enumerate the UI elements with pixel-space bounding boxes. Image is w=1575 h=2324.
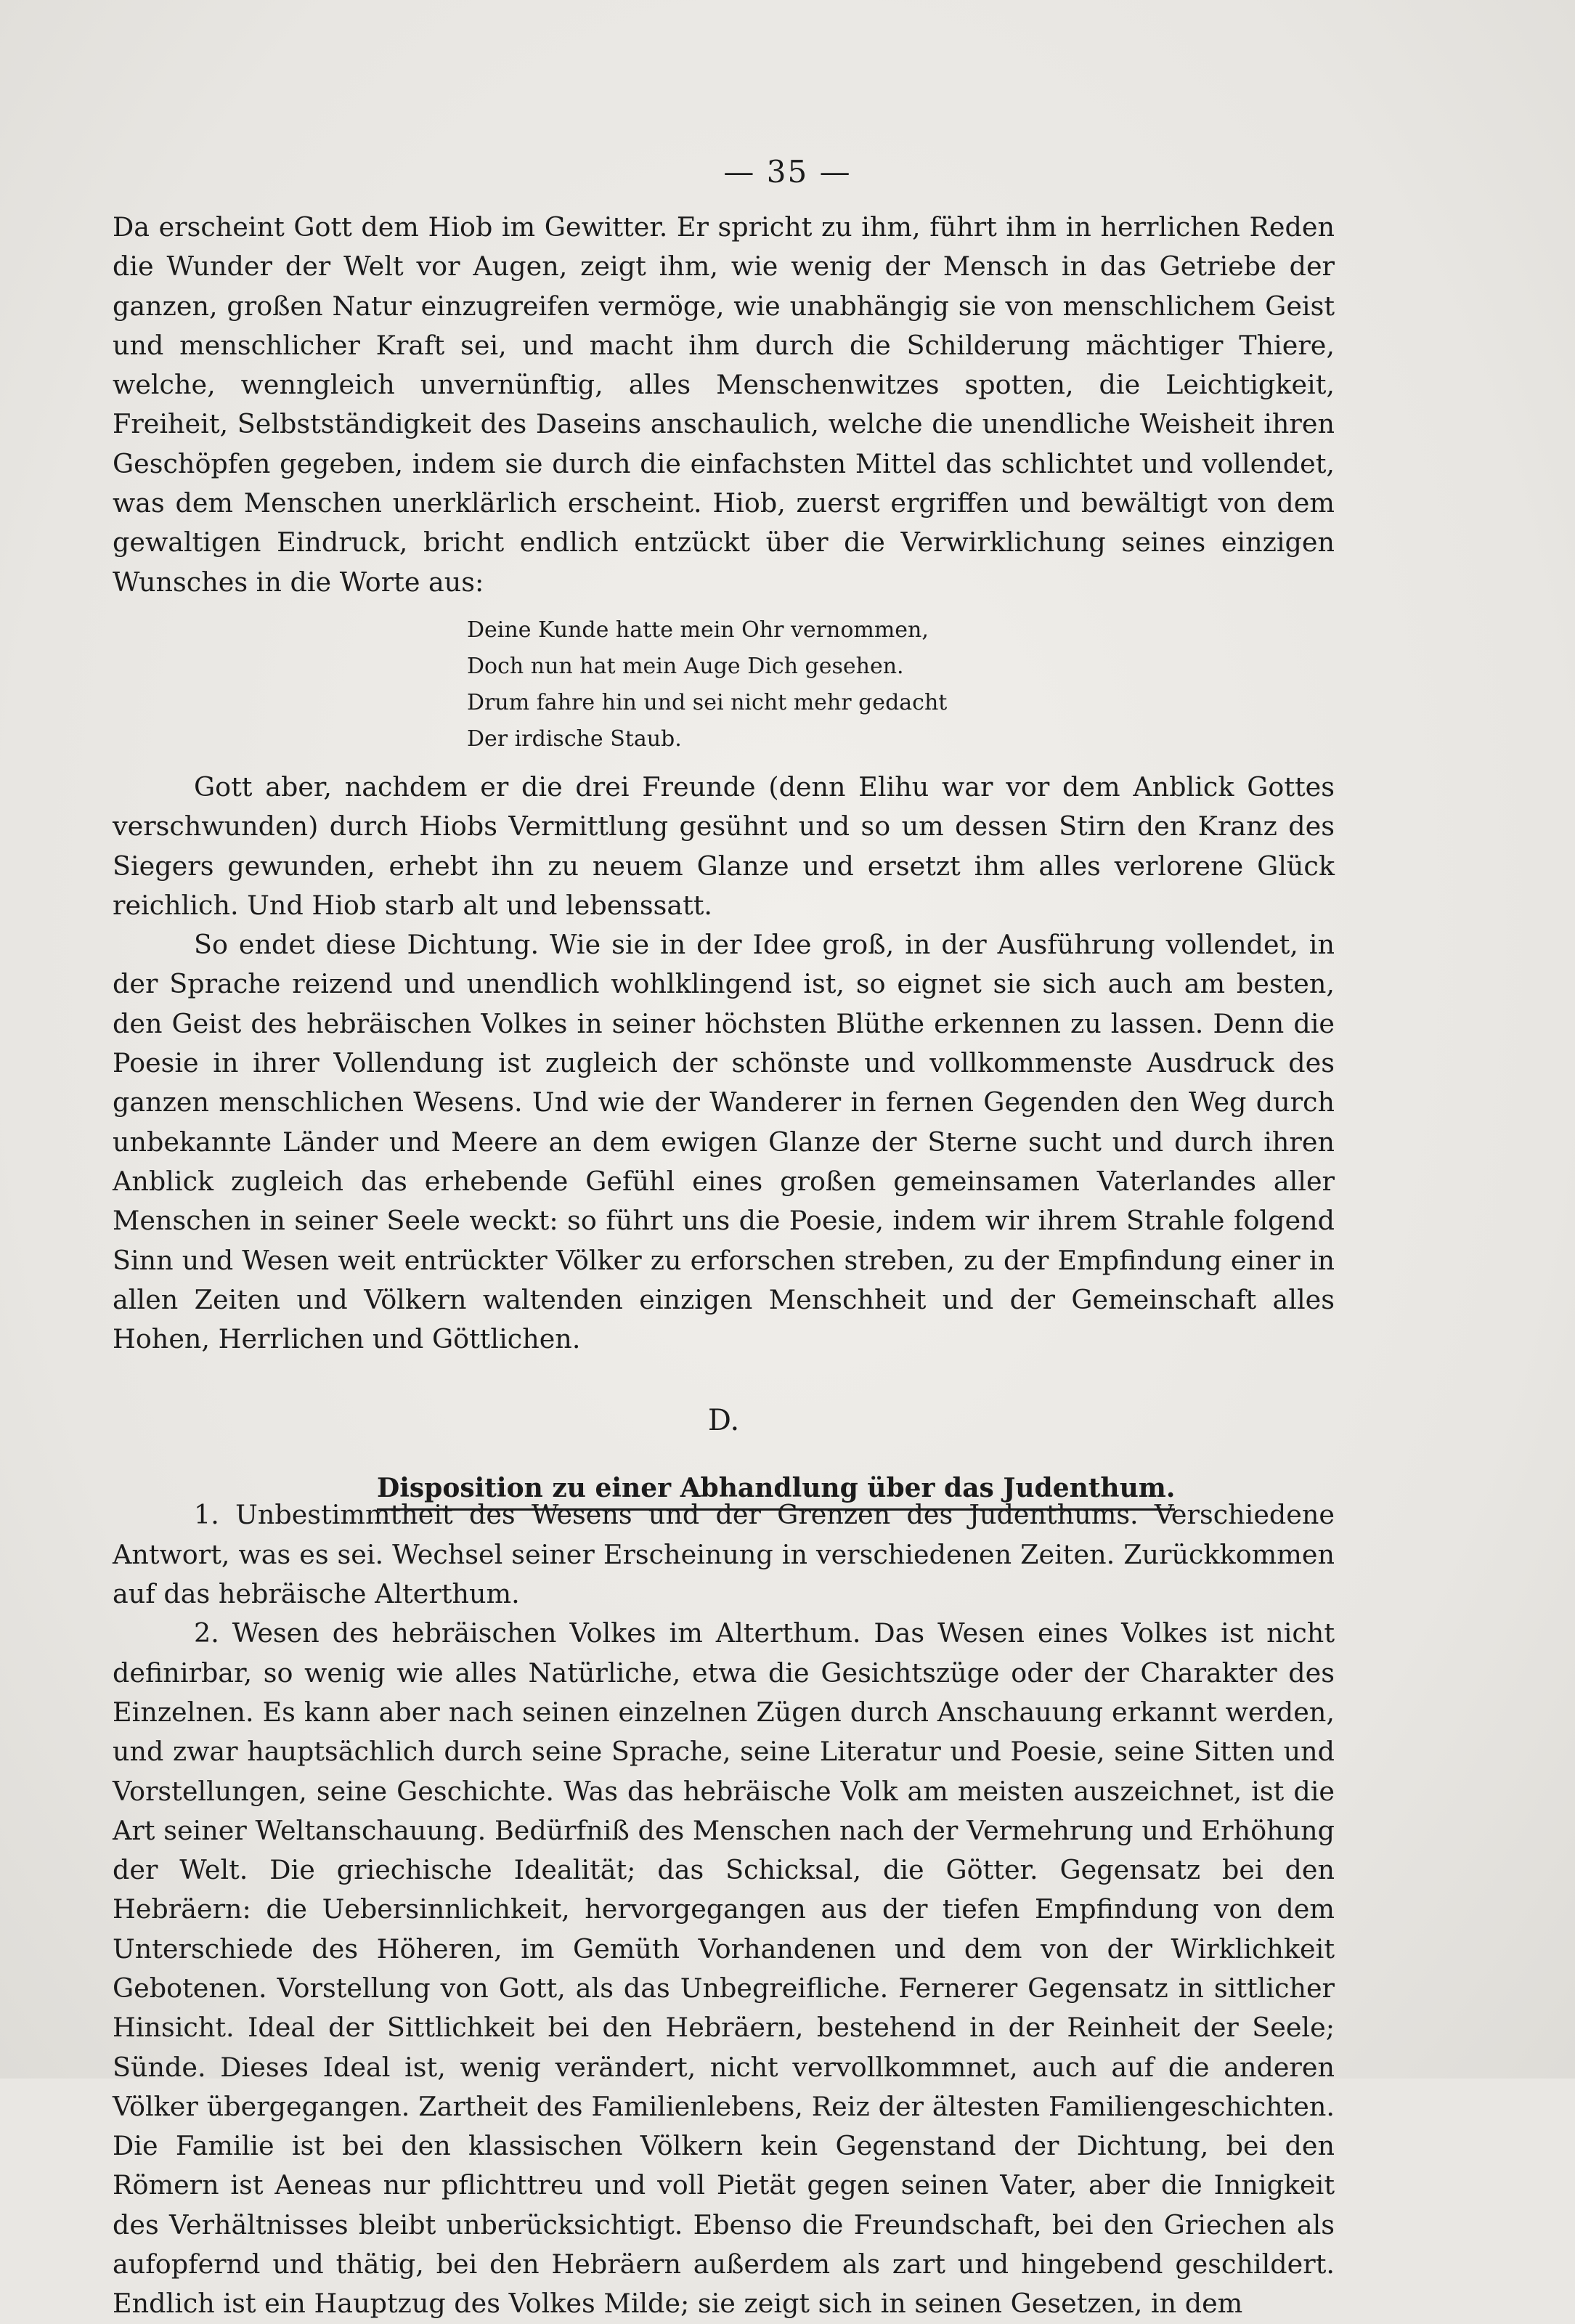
section-letter: D. (707, 1404, 740, 1438)
paragraph-point-1: 1. Unbestimmtheit des Wesens und der Grenzen des Judenthums. Verschiedene Antwort, was es sei. Wechsel seiner Erscheinung in verschiedenen Zeiten. Zurückkommen auf das hebräische Alterthum. (113, 1499, 1335, 1610)
verse-line: Deine Kunde hatte mein Ohr vernommen, (467, 617, 929, 643)
paragraph-point-2: 2. Wesen des hebräischen Volkes im Alterthum. Das Wesen eines Volkes ist nicht definirbar, so wenig wie alles Natürliche, etwa die Gesichtszüge oder der Charakter des Einzelnen. Es kann aber nach seinen einzelnen Zügen durch Anschauung erkannt werden, und zwar hauptsächlich durch seine Sprache, seine Literatur und Poesie, seine Sitten und Vorstellungen, seine Geschichte. Was das hebräische Volk am meisten auszeichnet, ist die Art seiner Weltanschauung. Bedürfniß des Menschen nach der Vermehrung und Erhöhung der Welt. Die griechische Idealität; das Schicksal, die Götter. Gegensatz bei den Hebräern: die Uebersinnlichkeit, hervorgegangen aus der tiefen Empfindung von dem Unterschiede des Höheren, im Gemüth Vorhandenen und dem von der Wirklichkeit Gebotenen. Vorstellung von Gott, als das Unbegreifliche. Fernerer Gegensatz in sittlicher Hinsicht. Ideal der Sittlichkeit bei den Hebräern, bestehend in der Reinheit der Seele; Sünde. Dieses Ideal ist, wenig verändert, nicht vervollkommnet, auch auf die anderen Völker übergegangen. Zartheit des Familienlebens, Reiz der ältesten Familiengeschichten. Die Familie ist bei den klassischen Völkern kein Gegenstand der Dichtung, bei den Römern ist Aeneas nur pflichttreu und voll Pietät gegen seinen Vater, aber die Innigkeit des Verhältnisses bleibt unberücksichtigt. Ebenso die Freundschaft, bei den Griechen als aufopfernd und thätig, bei den Hebräern außerdem als zart und hingebend geschildert. Endlich ist ein Hauptzug des Volkes Milde; sie zeigt sich in seinen Gesetzen, in dem (113, 1617, 1335, 2320)
verse-line: Drum fahre hin und sei nicht mehr gedacht (467, 689, 948, 715)
verse-line: Doch nun hat mein Auge Dich gesehen. (467, 653, 904, 679)
verse-line: Der irdische Staub. (467, 726, 682, 752)
page-content (113, 208, 1335, 2324)
paragraph-gott-aber: Gott aber, nachdem er die drei Freunde (denn Elihu war vor dem Anblick Gottes verschwunden) durch Hiobs Vermittlung gesühnt und so um dessen Stirn den Kranz des Siegers gewunden, erhebt ihn zu neuem Glanze und ersetzt ihm alles verlorene Glück reichlich. Und Hiob starb alt und lebenssatt. (113, 771, 1335, 921)
section-title-wrap (113, 1440, 1335, 1504)
page-number: — 35 — (723, 154, 852, 190)
paragraph-so-endet: So endet diese Dichtung. Wie sie in der Idee groß, in der Ausführung vollendet, in der Sprache reizend und unendlich wohlklingend ist, so eignet sie sich auch am besten, den Geist des hebräischen Volkes in seiner höchsten Blüthe erkennen zu lassen. Denn die Poesie in ihrer Vollendung ist zugleich der schönste und vollkommenste Ausdruck des ganzen menschlichen Wesens. Und wie der Wanderer in fernen Gegenden den Weg durch unbekannte Länder und Meere an dem ewigen Glanze der Sterne sucht und durch ihren Anblick zugleich das erhebende Gefühl eines großen gemeinsamen Vaterlandes aller Menschen in seiner Seele weckt: so führt uns die Poesie, indem wir ihrem Strahle folgend Sinn und Wesen weit entrückter Völker zu erforschen streben, zu der Empfindung einer in allen Zeiten und Völkern waltenden einzigen Menschheit und der Gemeinschaft alles Hohen, Herrlichen und Göttlichen. (113, 929, 1335, 1355)
paragraph-hiob-gewitter: Da erscheint Gott dem Hiob im Gewitter. Er spricht zu ihm, führt ihm in herrlichen Reden die Wunder der Welt vor Augen, zeigt ihm, wie wenig der Mensch in das Getriebe der ganzen, großen Natur einzugreifen vermöge, wie unabhängig sie von menschlichem Geist und menschlicher Kraft sei, und macht ihm durch die Schilderung mächtiger Thiere, welche, wenngleich unvernünftig, alles Menschenwitzes spotten, die Leichtigkeit, Freiheit, Selbstständigkeit des Daseins anschaulich, welche die unendliche Weisheit ihren Geschöpfen gegeben, indem sie durch die einfachsten Mittel das schlichtet und vollendet, was dem Menschen unerklärlich erscheint. Hiob, zuerst ergriffen und bewältigt von dem gewaltigen Eindruck, bricht endlich entzückt über die Verwirklichung seines einzigen Wunsches in die Worte aus: (113, 211, 1335, 598)
section-title: Disposition zu einer Abhandlung über das Judenthum. (377, 1469, 1175, 1511)
verse-quote (467, 612, 1335, 757)
